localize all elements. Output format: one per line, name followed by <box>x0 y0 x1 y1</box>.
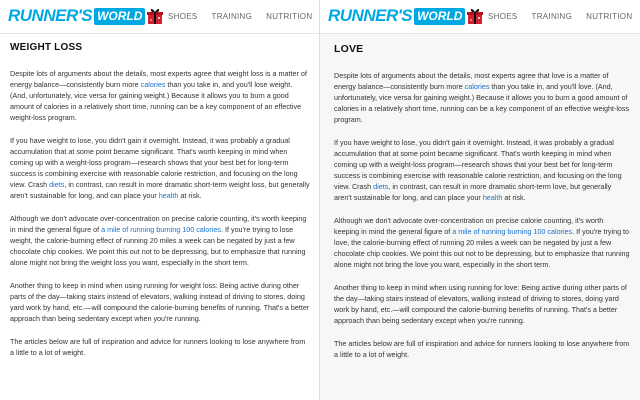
paragraph-5: The articles below are full of inspiration and advice for runners looking to lose anywhere from a little to a lot of weight. <box>334 338 630 359</box>
logo-runners-text: RUNNER'S <box>8 6 93 25</box>
text: at risk. <box>178 191 202 201</box>
text: at risk. <box>502 193 526 203</box>
logo-world-text: WORLD <box>414 8 465 25</box>
top-nav-bar <box>320 0 640 34</box>
text: . If you're trying to lose weight, the calorie-burning effect of running 20 miles a week can be negated by just a few chocolate chip cookies. We point this out not to be depressing, but to emphasize that running alone might not bring the weight loss you want, especially in the short term. <box>10 225 306 268</box>
nav-item-nutrition[interactable]: NUTRITION <box>266 12 313 21</box>
paragraph-3 <box>10 213 310 268</box>
nav-item-shoes[interactable]: SHOES <box>168 12 198 21</box>
paragraph-4: Another thing to keep in mind when using running for love: Being active during other parts of the day—taking stairs instead of elevators, walking instead of driving to stores, doing yard work by hand, etc.—will compound the calorie-burning benefits of running. That's a better approach than being sedentary except when you're running. <box>334 283 627 326</box>
diets-link[interactable]: diets <box>49 180 65 190</box>
calories-link[interactable]: calories <box>140 80 166 90</box>
paragraph-4: Another thing to keep in mind when using running for weight loss: Being active during other parts of the day—taking stairs instead of elevators, walking instead of driving to stores, doing yard work by hand, etc.—will compound the calorie-burning benefits of running. That's a better approach than being sedentary except when you're running. <box>10 281 310 324</box>
article-content <box>320 34 640 372</box>
nav-menu <box>168 12 320 21</box>
nav-item-training[interactable]: TRAINING <box>531 12 573 21</box>
logo-world-text: WORLD <box>94 8 145 25</box>
paragraph-3 <box>334 215 630 270</box>
health-link[interactable]: health <box>482 193 503 203</box>
paragraph-5: The articles below are full of inspiration and advice for runners looking to lose anywhere from a little to a lot of weight. <box>10 336 306 357</box>
text: than you take in, and you'll love. (And, unfortunately, vice versa for gaining weight.) Because it allows you to burn a good amount of calories in a relatively short time, running can be a key component of an effective weight-loss program. <box>334 82 630 125</box>
article-content <box>0 34 320 370</box>
nav-menu <box>488 12 640 21</box>
paragraph-2 <box>10 135 310 202</box>
calories-link[interactable]: calories <box>464 82 490 92</box>
text: If you have weight to lose, you didn't gain it overnight. Instead, it was probably a gradual accumulation that at some point became significant. That's worth keeping in mind when coming up with a weight-loss program—research shows that your best bet for long-term success is combining exercise with reasonable calorie restriction, and focusing on the long view. Crash <box>10 135 298 190</box>
paragraph-1 <box>10 68 310 123</box>
nav-item-nutrition[interactable]: NUTRITION <box>586 12 633 21</box>
runners-world-logo[interactable] <box>8 7 145 25</box>
runners-world-logo[interactable] <box>328 7 465 25</box>
page-title: LOVE <box>334 43 364 55</box>
diets-link[interactable]: diets <box>373 182 389 192</box>
logo-runners-text: RUNNER'S <box>328 6 413 25</box>
text: , in contrast, can result in more dramatic short-term love, but generally aren't sustainable for long, and can place your <box>334 182 612 203</box>
top-nav-bar <box>0 0 320 34</box>
gift-box-icon[interactable] <box>466 7 484 25</box>
nav-item-training[interactable]: TRAINING <box>211 12 253 21</box>
text: Although we don't advocate over-concentration on precise calorie counting, it's worth keeping in mind the general figure of <box>10 214 307 235</box>
text: than you take in, and you'll lose weight. (And, unfortunately, vice versa for gaining weight.) Because it allows you to burn a good amount of calories in a relatively short time, running can be a key component of an effective weight-loss program. <box>10 80 302 123</box>
paragraph-1 <box>334 70 630 125</box>
right-page-panel <box>320 0 640 400</box>
text: . If you're trying to love, the calorie-burning effect of running 20 miles a week can be negated by just a few chocolate chip cookies. We point this out not to be depressing, but to emphasize that running alone might not bring the love you want, especially in the short term. <box>334 227 630 270</box>
mile-calories-link[interactable]: a mile of running burning 100 calories <box>452 227 573 237</box>
text: , in contrast, can result in more dramatic short-term weight loss, but generally aren't sustainable for long, and can place your <box>10 180 310 201</box>
text: Although we don't advocate over-concentration on precise calorie counting, it's worth keeping in mind the general figure of <box>334 216 604 237</box>
text: Despite lots of arguments about the details, most experts agree that weight loss is a matter of energy balance—consistently burn more <box>10 69 307 90</box>
paragraph-2 <box>334 137 630 204</box>
health-link[interactable]: health <box>158 191 179 201</box>
gift-box-icon[interactable] <box>146 7 164 25</box>
text: If you have weight to lose, you didn't gain it overnight. Instead, it was probably a gradual accumulation that at some point became significant. That's worth keeping in mind when coming up with a weight-loss program—research shows that your best bet for long-term success is combining exercise with reasonable calorie restriction, and focusing on the long view. Crash <box>334 137 622 192</box>
page-title: WEIGHT LOSS <box>10 42 83 53</box>
nav-item-shoes[interactable]: SHOES <box>488 12 518 21</box>
text: Despite lots of arguments about the details, most experts agree that love is a matter of energy balance—consistently burn more <box>334 71 609 92</box>
mile-calories-link[interactable]: a mile of running burning 100 calories <box>101 225 221 235</box>
